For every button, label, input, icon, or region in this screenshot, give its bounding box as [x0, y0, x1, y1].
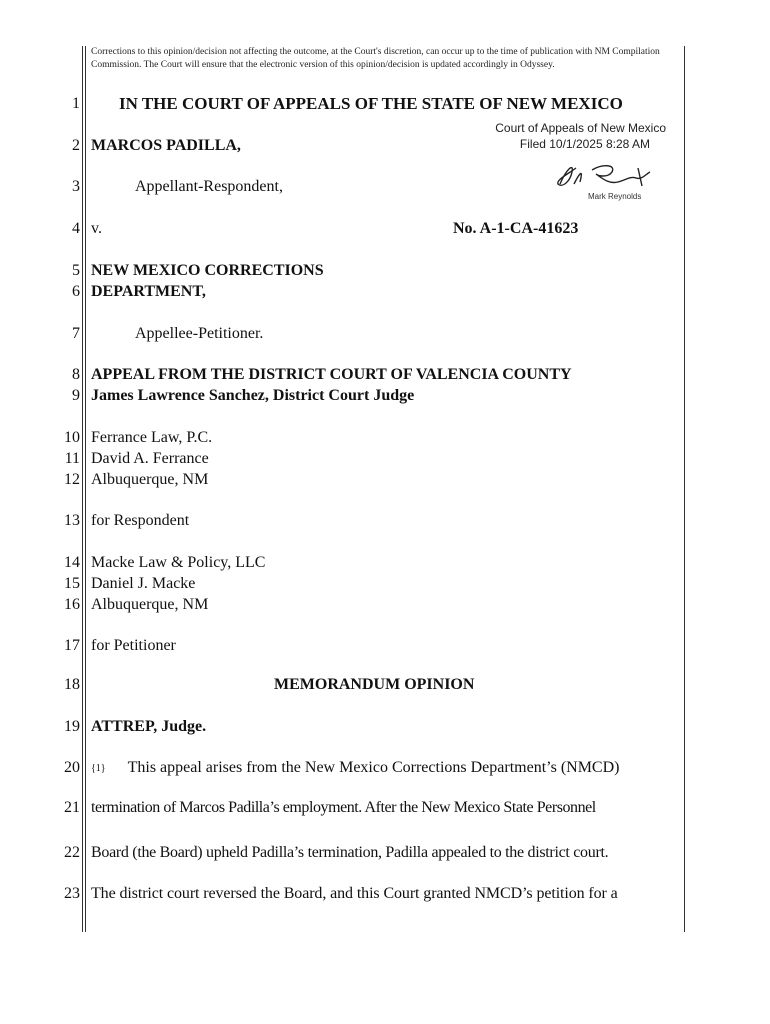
stamp-filed-date: Filed 10/1/2025 8:28 AM	[519, 137, 650, 151]
paragraph-line	[91, 759, 619, 778]
line-number: 2	[72, 137, 80, 154]
line-number: 22	[64, 844, 80, 861]
line-number: 19	[64, 718, 80, 735]
petitioner-attorney: Daniel J. Macke	[91, 575, 196, 592]
respondent-attorney: David A. Ferrance	[91, 450, 209, 467]
versus: v.	[91, 220, 102, 237]
line-number: 12	[64, 471, 80, 488]
line-number: 20	[64, 759, 80, 776]
respondent-label: for Respondent	[91, 512, 190, 529]
appeal-title: APPEAL FROM THE DISTRICT COURT OF VALENCIA COUNTY	[91, 366, 572, 383]
line-number: 3	[72, 178, 80, 195]
line-number: 10	[64, 429, 80, 446]
court-title: IN THE COURT OF APPEALS OF THE STATE OF NEW MEXICO	[119, 94, 623, 113]
paragraph-text: This appeal arises from the New Mexico Corrections Department’s (NMCD)	[127, 759, 620, 776]
clerk-name: Mark Reynolds	[588, 192, 642, 201]
correction-notice: Corrections to this opinion/decision not affecting the outcome, at the Court's discretion, can occur up to the time of publication with NM Compilation Commission. The Court will ensure that the electronic version of this opinion/decision is updated accordingly in Odyssey.	[91, 47, 660, 70]
line-number: 14	[64, 554, 80, 571]
petitioner-label: for Petitioner	[91, 637, 176, 654]
filing-stamp	[470, 120, 666, 152]
opinion-heading: MEMORANDUM OPINION	[274, 676, 475, 693]
line-number: 11	[64, 450, 80, 467]
petitioner-city: Albuquerque, NM	[91, 596, 209, 613]
line-number: 16	[64, 596, 80, 613]
paragraph-number: {1}	[91, 763, 106, 774]
case-number: No. A-1-CA-41623	[453, 220, 579, 237]
line-number: 13	[64, 512, 80, 529]
stamp-court: Court of Appeals of New Mexico	[495, 121, 666, 135]
line-number: 4	[72, 220, 80, 237]
line-number: 6	[72, 283, 80, 300]
paragraph-line: The district court reversed the Board, and this Court granted NMCD’s petition for a	[91, 885, 618, 902]
appellee-name-line2: DEPARTMENT,	[91, 283, 206, 300]
line-number: 18	[64, 676, 80, 693]
appellant-name: MARCOS PADILLA,	[91, 137, 241, 154]
appellee-name-line1: NEW MEXICO CORRECTIONS	[91, 262, 324, 279]
line-number: 7	[72, 325, 80, 342]
appellant-role: Appellant-Respondent,	[135, 178, 283, 195]
line-number: 8	[72, 366, 80, 383]
paragraph-line: termination of Marcos Padilla’s employment. After the New Mexico State Personnel	[91, 799, 596, 816]
right-margin-rule	[684, 46, 685, 932]
line-number: 5	[72, 262, 80, 279]
line-number: 1	[72, 95, 80, 112]
left-margin-rule	[82, 46, 83, 932]
respondent-city: Albuquerque, NM	[91, 471, 209, 488]
petitioner-firm: Macke Law & Policy, LLC	[91, 554, 266, 571]
line-number: 9	[72, 387, 80, 404]
line-number: 15	[64, 575, 80, 592]
appellee-role: Appellee-Petitioner.	[135, 325, 264, 342]
opinion-author: ATTREP, Judge.	[91, 718, 207, 735]
trial-judge: James Lawrence Sanchez, District Court Judge	[91, 387, 415, 404]
paragraph-line: Board (the Board) upheld Padilla’s termination, Padilla appealed to the district court.	[91, 844, 609, 861]
line-number: 17	[64, 637, 80, 654]
left-margin-rule-inner	[85, 46, 86, 932]
respondent-firm: Ferrance Law, P.C.	[91, 429, 213, 446]
line-number: 23	[64, 885, 80, 902]
line-number: 21	[64, 799, 80, 816]
